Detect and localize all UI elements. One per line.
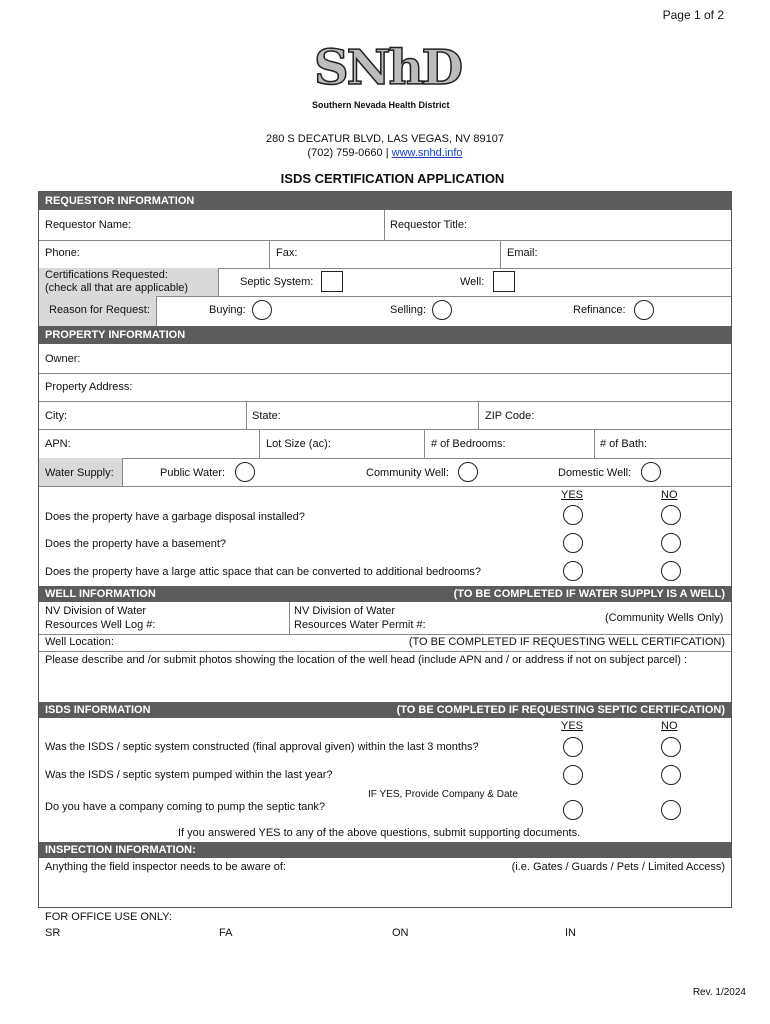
address-line: 280 S DECATUR BLVD, LAS VEGAS, NV 89107 (265, 133, 505, 145)
inspector-examples: (i.e. Gates / Guards / Pets / Limited Access) (511, 861, 725, 873)
public-water-label: Public Water: (160, 467, 226, 479)
water-permit-line-1: NV Division of Water (294, 605, 396, 617)
website-link[interactable]: www.snhd.info (391, 147, 463, 159)
basement-question: Does the property have a basement? (45, 538, 227, 550)
requestor-name-label: Requestor Name: (45, 219, 132, 231)
property-yes-header: YES (561, 489, 584, 501)
certifications-label (45, 269, 188, 295)
well-heading-note: (TO BE COMPLETED IF WATER SUPPLY IS A WELL) (453, 588, 725, 600)
isds-pump-company-no-radio[interactable] (661, 800, 681, 820)
attic-yes-radio[interactable] (563, 561, 583, 581)
septic-checkbox[interactable] (321, 271, 343, 292)
isds-pump-company-question: Do you have a company coming to pump the septic tank? (45, 801, 326, 813)
phone-text: (702) 759-0660 | (307, 147, 389, 159)
if-yes-note: IF YES, Provide Company & Date (368, 789, 518, 800)
domestic-well-label: Domestic Well: (558, 467, 632, 479)
isds-no-header: NO (661, 720, 678, 732)
garbage-disposal-no-radio[interactable] (661, 505, 681, 525)
well-describe-text: Please describe and /or submit photos showing the location of the well head (include APN and / or address if not on subject parcel) : (45, 654, 688, 666)
zip-label: ZIP Code: (485, 410, 535, 422)
community-well-label: Community Well: (366, 467, 449, 479)
well-log-line-1: NV Division of Water (45, 605, 147, 617)
office-fa: FA (219, 927, 233, 939)
supporting-docs-note: If you answered YES to any of the above questions, submit supporting documents. (178, 827, 581, 839)
well-log-label (45, 604, 155, 632)
application-form (38, 191, 732, 908)
septic-label: Septic System: (240, 276, 314, 288)
buying-radio[interactable] (252, 300, 272, 320)
garbage-disposal-question: Does the property have a garbage disposal installed? (45, 511, 305, 523)
garbage-disposal-yes-radio[interactable] (563, 505, 583, 525)
reason-label: Reason for Request: (49, 304, 150, 316)
inspection-section-header (39, 842, 731, 858)
form-title: ISDS CERTIFICATION APPLICATION (280, 171, 505, 186)
cert-line-1: Certifications Requested: (45, 269, 168, 281)
isds-pump-company-yes-radio[interactable] (563, 800, 583, 820)
fax-label: Fax: (276, 247, 298, 259)
bedrooms-label: # of Bedrooms: (431, 438, 506, 450)
well-checkbox[interactable] (493, 271, 515, 292)
office-sr: SR (45, 927, 61, 939)
refinance-radio[interactable] (634, 300, 654, 320)
basement-no-radio[interactable] (661, 533, 681, 553)
page-number: Page 1 of 2 (662, 8, 724, 22)
isds-pumped-yes-radio[interactable] (563, 765, 583, 785)
refinance-label: Refinance: (573, 304, 626, 316)
requestor-title-label: Requestor Title: (390, 219, 468, 231)
inspection-heading: INSPECTION INFORMATION: (45, 844, 196, 856)
snhd-logo (312, 38, 462, 116)
isds-constructed-yes-radio[interactable] (563, 737, 583, 757)
property-no-header: NO (661, 489, 678, 501)
email-label: Email: (507, 247, 538, 259)
water-permit-line-2: Resources Water Permit #: (294, 619, 426, 631)
isds-section-header (39, 702, 731, 718)
isds-constructed-no-radio[interactable] (661, 737, 681, 757)
domestic-well-radio[interactable] (641, 462, 661, 482)
isds-heading-note: (TO BE COMPLETED IF REQUESTING SEPTIC CERTIFCATION) (396, 704, 725, 716)
bath-label: # of Bath: (600, 438, 648, 450)
requestor-section-header (39, 192, 731, 210)
revision-label: Rev. 1/2024 (692, 987, 746, 998)
state-label: State: (252, 410, 281, 422)
apn-label: APN: (45, 438, 71, 450)
water-supply-label: Water Supply: (45, 467, 114, 479)
isds-heading: ISDS INFORMATION (45, 704, 151, 716)
selling-radio[interactable] (432, 300, 452, 320)
inspector-aware-label: Anything the field inspector needs to be aware of: (45, 861, 286, 873)
well-section-header (39, 586, 731, 602)
well-label: Well: (460, 276, 485, 288)
contact-line (0, 147, 770, 159)
cert-line-2: (check all that are applicable) (45, 282, 189, 294)
requestor-heading: REQUESTOR INFORMATION (45, 195, 195, 207)
phone-label: Phone: (45, 247, 80, 259)
office-use-label: FOR OFFICE USE ONLY: (45, 911, 172, 923)
property-heading: PROPERTY INFORMATION (45, 329, 186, 341)
isds-constructed-question: Was the ISDS / septic system constructed (final approval given) within the last 3 months? (45, 741, 479, 753)
public-water-radio[interactable] (235, 462, 255, 482)
community-wells-only: (Community Wells Only) (605, 612, 724, 624)
basement-yes-radio[interactable] (563, 533, 583, 553)
well-location-label: Well Location: (45, 636, 114, 648)
logo-subtitle: Southern Nevada Health District (312, 100, 450, 110)
buying-label: Buying: (209, 304, 246, 316)
city-label: City: (45, 410, 67, 422)
well-location-note: (TO BE COMPLETED IF REQUESTING WELL CERTIFCATION) (408, 636, 725, 648)
water-permit-label (294, 604, 426, 632)
property-section-header (39, 326, 731, 344)
property-address-label: Property Address: (45, 381, 133, 393)
isds-yes-header: YES (561, 720, 584, 732)
office-in: IN (565, 927, 576, 939)
selling-label: Selling: (390, 304, 427, 316)
office-on: ON (392, 927, 409, 939)
attic-question: Does the property have a large attic space that can be converted to additional bedrooms? (45, 566, 481, 578)
well-log-line-2: Resources Well Log #: (45, 619, 156, 631)
lot-size-label: Lot Size (ac): (266, 438, 331, 450)
logo-letters: SNhD (314, 40, 462, 96)
isds-pumped-no-radio[interactable] (661, 765, 681, 785)
owner-label: Owner: (45, 353, 81, 365)
attic-no-radio[interactable] (661, 561, 681, 581)
well-heading: WELL INFORMATION (45, 588, 156, 600)
isds-pumped-question: Was the ISDS / septic system pumped within the last year? (45, 769, 333, 781)
community-well-radio[interactable] (458, 462, 478, 482)
